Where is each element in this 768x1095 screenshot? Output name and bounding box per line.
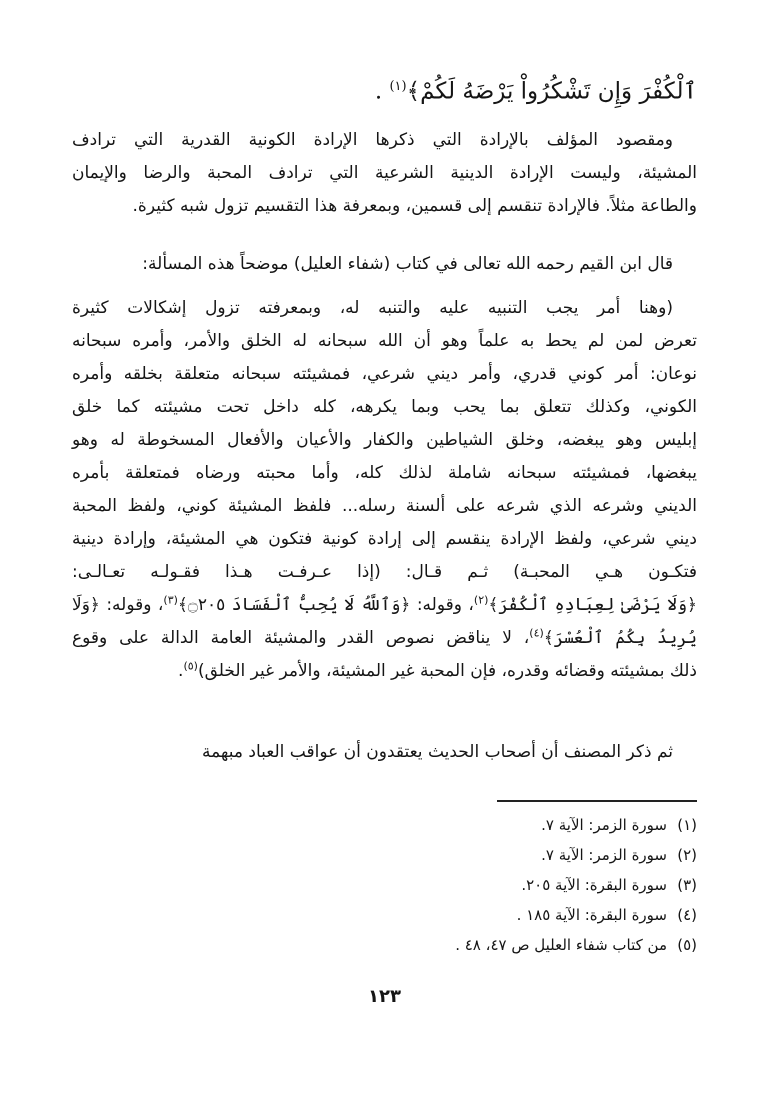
text-line: تعرض لمن لم يحط به علماً وهو أن الله سبحانه له الخلق والأمر، وأمره سبحانه xyxy=(72,331,697,351)
footnote-number: (٢) xyxy=(677,846,697,864)
footnote-marker: (١) xyxy=(389,79,407,94)
footnote xyxy=(72,900,697,930)
footnote-text: سورة البقرة: الآية ٢٠٥. xyxy=(521,876,667,894)
footnote-text: سورة الزمر: الآية ٧. xyxy=(541,816,667,834)
quran-verse: ﴿وَلَا xyxy=(72,595,100,615)
footnote-marker: (٢) xyxy=(473,593,489,607)
footnote-text: سورة البقرة: الآية ١٨٥ . xyxy=(516,906,667,924)
text-line: نوعان: أمر كوني قدري، وأمر ديني شرعي، فمشيئته سبحانه متعلقة بخلقه وأمره xyxy=(72,364,697,384)
text-line: ومقصود المؤلف بالإرادة التي ذكرها الإرادة الكونية القدرية التي ترادف xyxy=(72,130,673,150)
footnote xyxy=(72,840,697,870)
text-line: إبليس وهو يبغضه، وخلق الشياطين والكفار والأعيان والأفعال المسخوطة له وهو xyxy=(72,430,697,450)
footnote-number: (١) xyxy=(677,816,697,834)
footnote-number: (٤) xyxy=(677,906,697,924)
footnote-separator xyxy=(497,800,697,802)
footnote-number: (٥) xyxy=(677,936,697,954)
paragraph-author-intent xyxy=(72,124,697,223)
connector-text: ، وقوله: xyxy=(99,595,164,615)
text-segment: ، لا يناقض نصوص القدر والمشيئة العامة الدالة على وقوع xyxy=(72,628,530,648)
footnote xyxy=(72,810,697,840)
text-line xyxy=(72,655,697,688)
connector-text: ، وقوله: xyxy=(410,595,474,615)
book-page xyxy=(72,66,697,1066)
verse-tail: . xyxy=(374,78,383,105)
quran-verse: ﴿وَلَا يَرْضَىٰ لِعِبَادِهِ ٱلْكُفْرَ﴾ xyxy=(488,595,697,615)
text-line: يبغضها، فمشيئته سبحانه شاملة لذلك كله، وأما محبته ورضاه فمتعلقة بأمره xyxy=(72,463,697,483)
text-line: فتكـون هـي المحبـة) ثـم قـال: (إذا عـرفـت هـذا فقـولـه تعـالـى: xyxy=(72,562,697,582)
text-line: ثم ذكر المصنف أن أصحاب الحديث يعتقدون أن عواقب العباد مبهمة xyxy=(201,742,673,762)
footnote-marker: (٥) xyxy=(183,659,198,673)
text-line: المشيئة، وليست الإرادة الدينية الشرعية التي ترادف المحبة والرضا والإيمان xyxy=(72,163,697,183)
text-line-with-verses xyxy=(72,622,697,655)
quran-verse: يُرِيدُ بِكُمُ ٱلْعُسْرَ﴾ xyxy=(543,628,697,648)
text-segment: ذلك بمشيئته وقضائه وقدره، فإن المحبة غير المشيئة، والأمر غير الخلق) xyxy=(197,661,697,681)
text-tail: . xyxy=(178,661,184,681)
paragraph-ashab-alhadith xyxy=(72,736,697,769)
footnote xyxy=(72,930,697,960)
text-line: (وهنا أمر يجب التنبيه عليه والتنبه له، وبمعرفته تزول إشكالات كثيرة xyxy=(72,298,673,318)
footnote xyxy=(72,870,697,900)
footnotes xyxy=(72,810,697,960)
footnote-text: سورة الزمر: الآية ٧. xyxy=(541,846,667,864)
text-line: الديني وشرعه الذي شرعه على ألسنة رسله... فلفظ المشيئة كوني، ولفظ المحبة xyxy=(72,496,697,516)
text-line: ديني شرعي، ولفظ الإرادة ينقسم إلى إرادة كونية فتكون هي المشيئة، وإرادة دينية xyxy=(72,529,697,549)
text-line: والطاعة مثلاً. فالإرادة تنقسم إلى قسمين، وبمعرفة هذا التقسيم تزول شبه كثيرة. xyxy=(132,196,697,216)
footnote-number: (٣) xyxy=(677,876,697,894)
paragraph-ibn-qayyim-intro xyxy=(72,248,697,281)
verse-text: ٱلْكُفْرَ وَإِن تَشْكُرُواْ يَرْضَهُ لَكُمْ﴾ xyxy=(406,78,697,105)
quran-verse-continuation xyxy=(375,70,697,109)
footnote-marker: (٣) xyxy=(163,593,178,607)
text-line: قال ابن القيم رحمه الله تعالى في كتاب (شفاء العليل) موضحاً هذه المسألة: xyxy=(142,254,673,274)
text-line: الكوني، وكذلك تتعلق بما يحب وبما يكرهه، كله داخل تحت مشيئته كما خلق xyxy=(72,397,697,417)
quran-verse: ﴿وَٱللَّهُ لَا يُحِبُّ ٱلْفَسَادَ ۝٢٠٥﴾ xyxy=(177,595,411,615)
footnote-marker: (٤) xyxy=(529,626,544,640)
text-line-with-verses xyxy=(72,589,697,622)
paragraph-quotation xyxy=(72,292,697,688)
footnote-text: من كتاب شفاء العليل ص ٤٧، ٤٨ . xyxy=(455,936,667,954)
page-number: ١٢٣ xyxy=(368,986,401,1007)
